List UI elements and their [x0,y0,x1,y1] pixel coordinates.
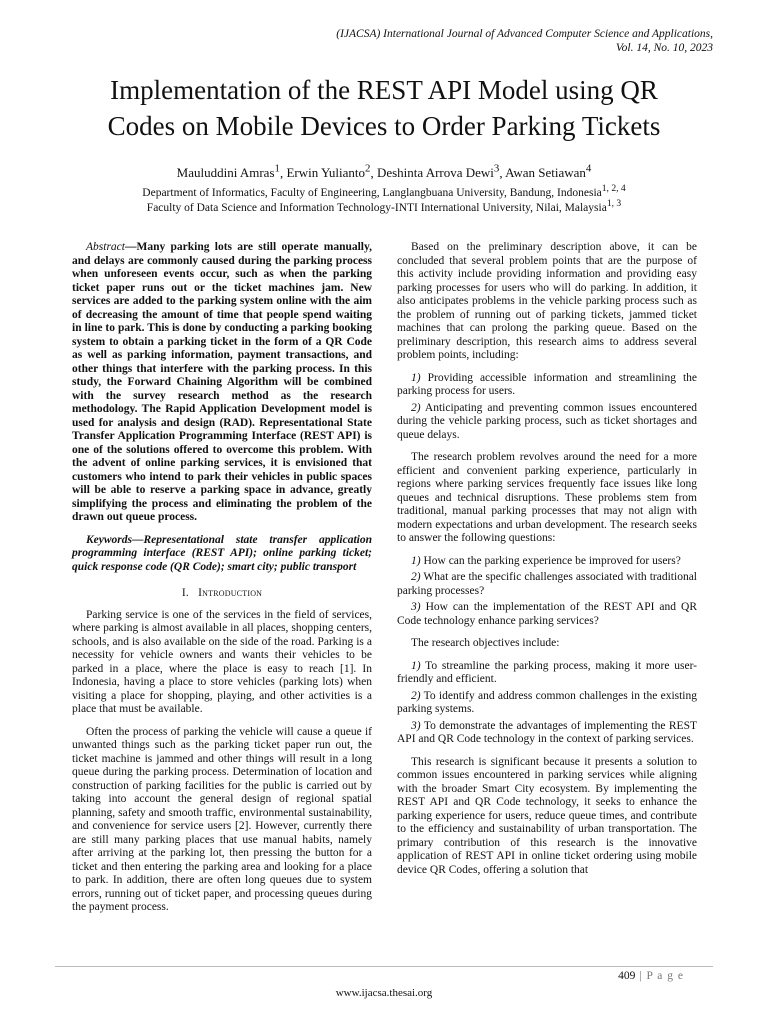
journal-volume: Vol. 14, No. 10, 2023 [615,42,713,54]
list-item: 1) Providing accessible information and streamlining the parking process for users. [397,371,697,397]
website-link[interactable]: www.ijacsa.thesai.org [335,987,433,999]
author: Mauluddini Amras$^1$ [176,163,280,181]
journal-header [213,27,713,55]
journal-name: (IJACSA) International Journal of Advanced Computer Science and Applications, [336,28,713,40]
list-item: 1) How can the parking experience be improved for users? [411,554,681,567]
right-column [397,241,697,886]
body-paragraph: The research problem revolves around the need for a more efficient and convenient parking experience, particularly in regions where parking services frequently face issues like long queues and technical disruptions. These problems stem from traditional, manual parking processes that may not align with modern expectations and urban development. The research seeks to answer the following questions: [397,451,697,544]
body-paragraph: The research objectives include: [411,637,560,649]
author: Awan Setiawan$^4$ [505,163,592,181]
affiliation-1: Department of Informatics, Faculty of Engineering, Langlangbuana University, Bandung, Indonesia$^{1, 2, 4}$ [142,183,626,199]
list-item: 2) What are the specific challenges associated with traditional parking processes? [397,571,697,597]
keywords: Keywords—Representational state transfer application programming interface (REST API); online parking ticket; quick response code (QR Code); smart city; public transport [72,533,372,573]
abstract: Abstract—Many parking lots are still operate manually, and delays are commonly caused during the parking process when unforeseen events occur, such as when the parking ticket paper runs out or the ticket machines jam. New services are added to the parking system online with the aim of decreasing the amount of time that people spend waiting in line to park. This is done by conducting a parking booking system to obtain a parking ticket in the form of a QR Code as well as parking information, payment transactions, and other things that interfere with the parking process. In this study, the Forward Chaining Algorithm will be combined with the survey research method as the research methodology. The Rapid Application Development model is used for analysis and design (RAD). Representational State Transfer Application Programming Interface (REST API) is one of the solutions offered to overcome this problem. With the advent of online parking services, it is envisioned that customers who intend to park their vehicles in public spaces will be able to reserve a parking space in advance, greatly simplifying the process and eliminating the problem of the drawn out queue process. [72,241,372,523]
page-number: 409 | P a g e [618,970,684,982]
list-item: 3) How can the implementation of the REST API and QR Code technology enhance parking services? [397,601,697,627]
title-line-2: Codes on Mobile Devices to Order Parking Tickets [107,111,661,141]
footer-divider [55,966,713,967]
body-paragraph: Based on the preliminary description above, it can be concluded that several problem points that are the purpose of this activity include providing information and providing easy parking processes for users who will do parking. In addition, it also anticipates problems in the vehicle parking process such as the problem of running out of parking tickets, jammed ticket machines that can prolong the parking queue. Based on the preliminary description, this research aims to address several problem points, including: [397,241,697,361]
author: Deshinta Arrova Dewi$^3$ [376,163,500,181]
paper-title [50,72,718,144]
body-paragraph: This research is significant because it presents a solution to common issues encountered in parking services while aligning with the broader Smart City ecosystem. By implementing the REST API and QR Code technology, it seeks to enhance the parking experience for users, reduce queue times, and contribute to the efficiency and sustainability of urban transportation. The primary contribution of this research is the innovative application of REST API in online ticket ordering using mobile device QR Codes, offering a solution that [397,755,697,876]
affiliation-2: Faculty of Data Science and Information Technology-INTI International University, Nilai, Malaysia$^{1, 3}$ [146,198,622,214]
list-item: 1) To streamline the parking process, making it more user-friendly and efficient. [397,659,697,685]
author-list: Mauluddini Amras$^1$, Erwin Yulianto$^2$, Deshinta Arrova Dewi$^3$, Awan Setiawan$^4$ [176,163,592,181]
left-column [72,241,372,924]
author: Erwin Yulianto$^2$ [286,163,371,181]
list-item: 3) To demonstrate the advantages of implementing the REST API and QR Code technology in the context of parking services. [397,719,697,745]
list-item: 2) To identify and address common challenges in the existing parking systems. [397,689,697,715]
section-heading-introduction: I. Introduction [181,587,263,599]
intro-paragraph-1: Parking service is one of the services in the field of services, where parking is almost available in all places, shopping centers, schools, and is also available on the side of the road. Parking is a necessity for vehicle owners and wants their vehicles to be parked in a place, where the place is easy to reach [1]. In Indonesia, having a place to store vehicles (parking lots) when visiting a place for shopping, playing, and other activities is a place that must be available. [72,608,372,715]
title-line-1: Implementation of the REST API Model using QR [110,75,658,105]
intro-paragraph-2: Often the process of parking the vehicle will cause a queue if unwanted things such as the parking ticket paper run out, the ticket machine is jammed and other things will result in a long queue during the parking process. Determination of location and construction of parking facilities for the public is carried out by taking into account the general design of regional spatial planning, safety and smooth traffic, environmental sustainability, and convenience for service users [2]. However, currently there are still many parking places that use manual habits, namely after arriving at the parking lot, then pressing the button for a ticket and then entering the parking area and looking for a place to park. In addition, there are often long queues due to system errors, running out of ticket paper, and processing queues during the payment process. [72,725,372,913]
list-item: 2) Anticipating and preventing common issues encountered during the vehicle parking process, such as ticket shortages and queue delays. [397,401,697,441]
